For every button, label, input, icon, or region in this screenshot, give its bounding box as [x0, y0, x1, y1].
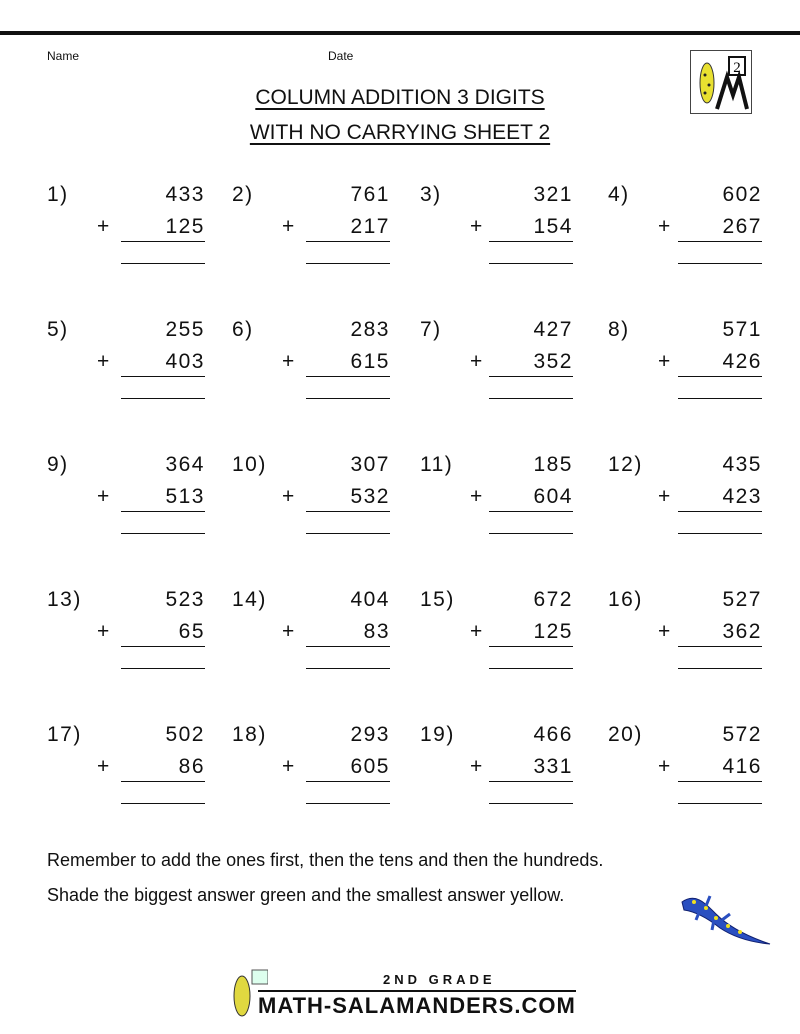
plus-sign: + — [470, 620, 484, 643]
answer-line[interactable] — [678, 803, 762, 804]
instruction-2: Shade the biggest answer green and the smallest answer yellow. — [47, 885, 565, 905]
addend-bottom: 416 — [678, 755, 762, 782]
answer-line[interactable] — [121, 803, 205, 804]
problem-number: 9) — [47, 453, 69, 476]
problem — [608, 588, 762, 688]
problem-number: 16) — [608, 588, 643, 611]
problem — [608, 723, 762, 823]
problem — [608, 318, 762, 418]
instruction-1: Remember to add the ones first, then the tens and then the hundreds. — [47, 850, 604, 870]
footer-logo — [228, 968, 578, 1020]
answer-line[interactable] — [489, 803, 573, 804]
addend-top: 283 — [350, 318, 390, 341]
title-line-1: COLUMN ADDITION 3 DIGITS — [255, 86, 545, 109]
answer-line[interactable] — [678, 668, 762, 669]
plus-sign: + — [282, 215, 296, 238]
problem — [420, 723, 573, 823]
plus-sign: + — [282, 485, 296, 508]
addend-top: 466 — [533, 723, 573, 746]
addend-bottom: 154 — [489, 215, 573, 242]
answer-line[interactable] — [489, 263, 573, 264]
addend-top: 307 — [350, 453, 390, 476]
addend-top: 502 — [165, 723, 205, 746]
addend-top: 435 — [722, 453, 762, 476]
problem — [47, 588, 205, 688]
addend-bottom: 125 — [121, 215, 205, 242]
answer-line[interactable] — [121, 668, 205, 669]
problem-number: 19) — [420, 723, 455, 746]
answer-line[interactable] — [678, 263, 762, 264]
problem — [232, 453, 390, 553]
plus-sign: + — [282, 350, 296, 373]
addend-bottom: 65 — [121, 620, 205, 647]
addend-bottom: 331 — [489, 755, 573, 782]
plus-sign: + — [658, 485, 672, 508]
problem — [47, 723, 205, 823]
answer-line[interactable] — [678, 398, 762, 399]
date-label: Date — [328, 49, 354, 63]
answer-line[interactable] — [678, 533, 762, 534]
answer-line[interactable] — [489, 398, 573, 399]
addend-top: 761 — [350, 183, 390, 206]
plus-sign: + — [282, 755, 296, 778]
plus-sign: + — [470, 485, 484, 508]
addend-top: 364 — [165, 453, 205, 476]
problem-number: 1) — [47, 183, 69, 206]
problem-number: 3) — [420, 183, 442, 206]
addend-bottom: 426 — [678, 350, 762, 377]
addend-bottom: 615 — [306, 350, 390, 377]
footer-grade: 2ND GRADE — [383, 972, 496, 987]
addend-bottom: 403 — [121, 350, 205, 377]
problem — [232, 723, 390, 823]
plus-sign: + — [658, 215, 672, 238]
problem — [608, 453, 762, 553]
problem — [232, 183, 390, 283]
problem — [420, 183, 573, 283]
addend-bottom: 605 — [306, 755, 390, 782]
plus-sign: + — [658, 620, 672, 643]
addend-bottom: 532 — [306, 485, 390, 512]
problem — [420, 318, 573, 418]
problem-number: 13) — [47, 588, 82, 611]
problem-number: 7) — [420, 318, 442, 341]
problem-number: 4) — [608, 183, 630, 206]
plus-sign: + — [97, 485, 111, 508]
plus-sign: + — [658, 350, 672, 373]
addend-bottom: 217 — [306, 215, 390, 242]
addend-top: 427 — [533, 318, 573, 341]
problem-number: 6) — [232, 318, 254, 341]
problem-number: 2) — [232, 183, 254, 206]
addend-top: 602 — [722, 183, 762, 206]
page-subtitle — [0, 121, 800, 145]
addend-top: 293 — [350, 723, 390, 746]
problem-number: 12) — [608, 453, 643, 476]
plus-sign: + — [97, 620, 111, 643]
problem — [47, 318, 205, 418]
problem-number: 18) — [232, 723, 267, 746]
addend-top: 185 — [533, 453, 573, 476]
problem — [232, 318, 390, 418]
problem-number: 10) — [232, 453, 267, 476]
answer-line[interactable] — [306, 533, 390, 534]
problem — [47, 183, 205, 283]
answer-line[interactable] — [121, 263, 205, 264]
plus-sign: + — [282, 620, 296, 643]
problem-number: 20) — [608, 723, 643, 746]
addend-bottom: 362 — [678, 620, 762, 647]
salamander-illustration — [676, 890, 776, 950]
problem — [420, 453, 573, 553]
logo-badge: 2 — [733, 60, 741, 76]
answer-line[interactable] — [489, 533, 573, 534]
problem-number: 15) — [420, 588, 455, 611]
plus-sign: + — [97, 215, 111, 238]
addend-bottom: 86 — [121, 755, 205, 782]
answer-line[interactable] — [121, 533, 205, 534]
answer-line[interactable] — [306, 263, 390, 264]
problem-number: 11) — [420, 453, 454, 476]
addend-top: 433 — [165, 183, 205, 206]
addend-bottom: 513 — [121, 485, 205, 512]
answer-line[interactable] — [306, 803, 390, 804]
addend-bottom: 352 — [489, 350, 573, 377]
problem-number: 5) — [47, 318, 69, 341]
problem — [47, 453, 205, 553]
plus-sign: + — [97, 755, 111, 778]
addend-top: 255 — [165, 318, 205, 341]
plus-sign: + — [658, 755, 672, 778]
answer-line[interactable] — [121, 398, 205, 399]
addend-top: 572 — [722, 723, 762, 746]
problem — [420, 588, 573, 688]
salamander-logo — [690, 50, 752, 114]
answer-line[interactable] — [306, 398, 390, 399]
page-title — [0, 86, 800, 110]
addend-bottom: 267 — [678, 215, 762, 242]
addend-top: 571 — [722, 318, 762, 341]
top-rule — [0, 31, 800, 35]
addend-top: 404 — [350, 588, 390, 611]
addend-bottom: 125 — [489, 620, 573, 647]
answer-line[interactable] — [306, 668, 390, 669]
problem-number: 14) — [232, 588, 267, 611]
name-label: Name — [47, 49, 80, 63]
problem-number: 8) — [608, 318, 630, 341]
footer-brand: MATH-SALAMANDERS.COM — [258, 990, 576, 1019]
plus-sign: + — [97, 350, 111, 373]
addend-bottom: 83 — [306, 620, 390, 647]
addend-top: 527 — [722, 588, 762, 611]
problem — [608, 183, 762, 283]
problem — [232, 588, 390, 688]
addend-bottom: 604 — [489, 485, 573, 512]
title-line-2: WITH NO CARRYING SHEET 2 — [249, 121, 551, 144]
addend-top: 523 — [165, 588, 205, 611]
plus-sign: + — [470, 215, 484, 238]
plus-sign: + — [470, 350, 484, 373]
plus-sign: + — [470, 755, 484, 778]
addend-top: 672 — [533, 588, 573, 611]
addend-top: 321 — [533, 183, 573, 206]
problem-number: 17) — [47, 723, 82, 746]
addend-bottom: 423 — [678, 485, 762, 512]
answer-line[interactable] — [489, 668, 573, 669]
